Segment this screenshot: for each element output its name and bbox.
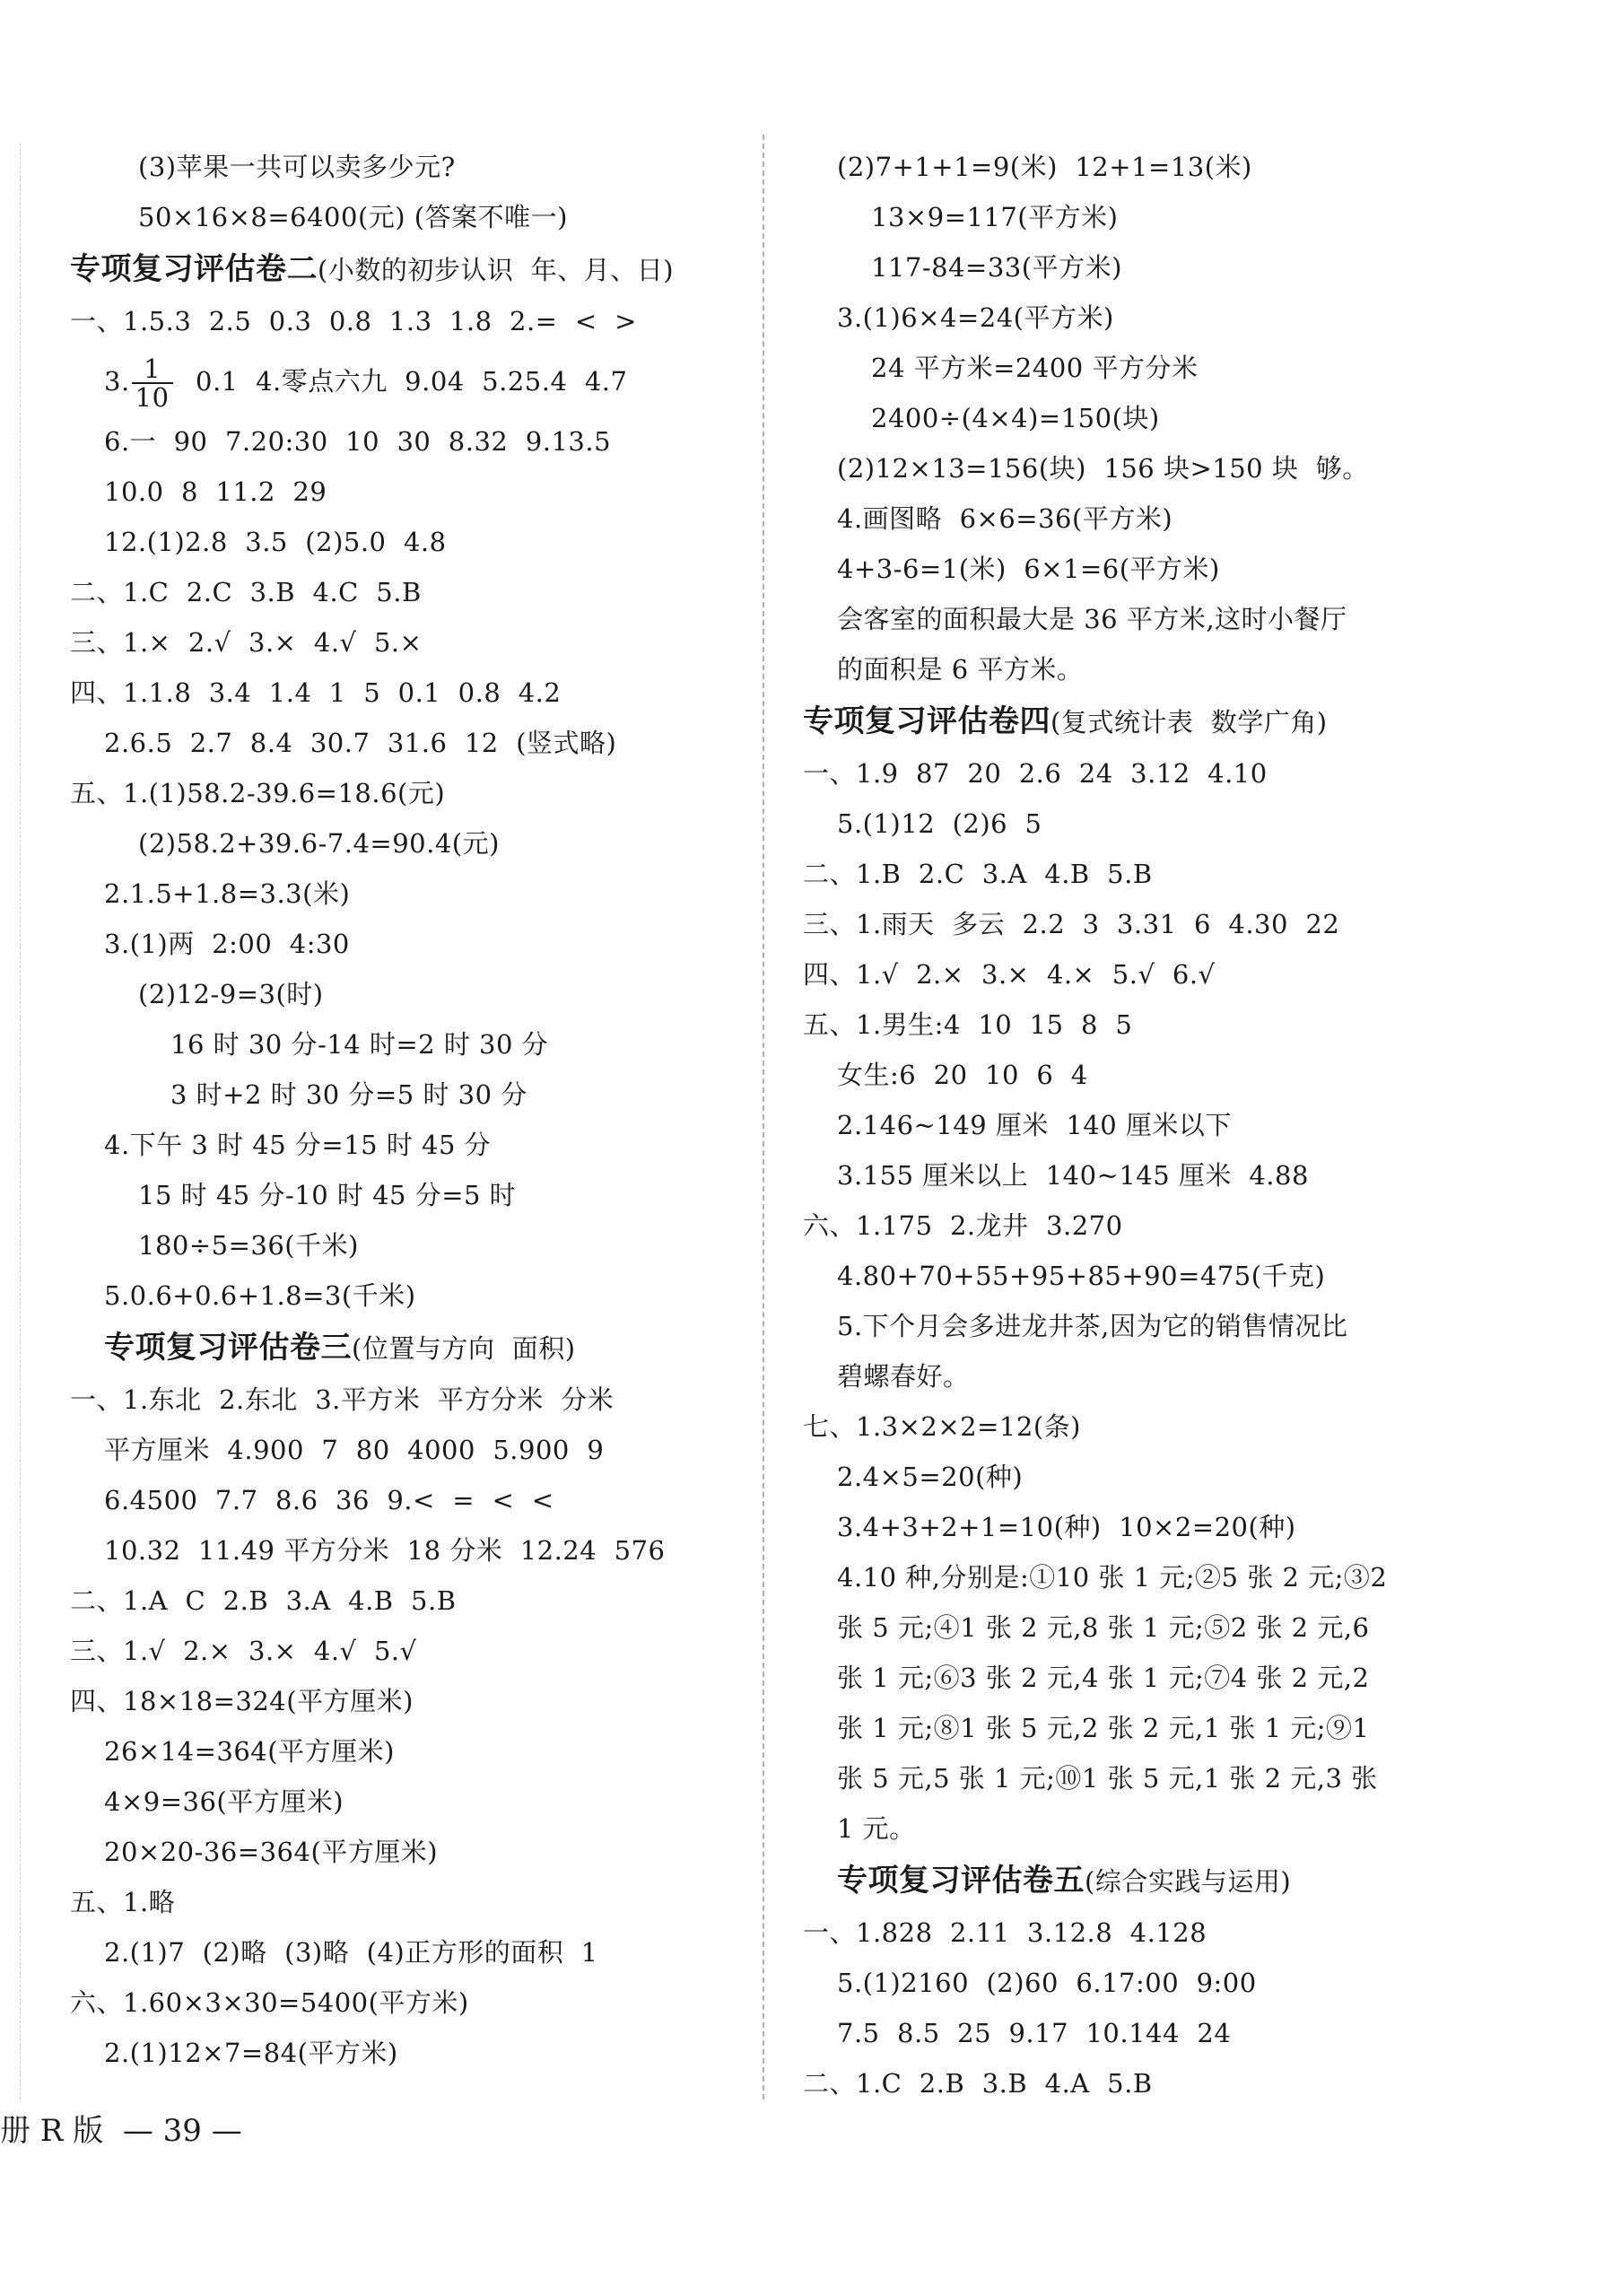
answer-line: 3.4+3+2+1=10(种) 10×2=20(种) <box>837 1512 1296 1542</box>
answer-line: 三、1.雨天 多云 2.2 3 3.31 6 4.30 22 <box>803 909 1340 939</box>
answer-line: 四、1.√ 2.× 3.× 4.× 5.√ 6.√ <box>803 959 1216 990</box>
answer-line: 五、1.男生:4 10 15 8 5 <box>803 1009 1133 1040</box>
answer-line: 13×9=117(平方米) <box>871 202 1119 232</box>
answer-line: 张 1 元;⑥3 张 2 元,4 张 1 元;⑦4 张 2 元,2 <box>837 1663 1370 1693</box>
answer-line: 会客室的面积最大是 36 平方米,这时小餐厅 <box>837 604 1347 634</box>
fraction-denominator: 10 <box>135 382 170 413</box>
answer-line: 4+3-6=1(米) 6×1=6(平方米) <box>837 554 1220 584</box>
answer-line: 2.(1)12×7=84(平方米) <box>104 2038 398 2068</box>
section-title: 专项复习评估卷五 <box>837 1863 1085 1899</box>
answer-line: 10.32 11.49 平方分米 18 分米 12.24 576 <box>104 1535 666 1566</box>
answer-line: 2.6.5 2.7 8.4 30.7 31.6 12 (竖式略) <box>104 728 617 758</box>
section-subtitle: (综合实践与运用) <box>1085 1866 1292 1897</box>
section-heading-4 <box>803 694 1521 748</box>
answer-line: 117-84=33(平方米) <box>871 252 1122 283</box>
answer-line: 5.下个月会多进龙井茶,因为它的销售情况比 <box>837 1311 1348 1341</box>
answer-line: (2)12×13=156(块) 156 块>150 块 够。 <box>837 453 1369 484</box>
answer-line: 四、1.1.8 3.4 1.4 1 5 0.1 0.8 4.2 <box>70 677 562 708</box>
answer-line: 4.10 种,分别是:①10 张 1 元;②5 张 2 元;③2 <box>837 1562 1388 1593</box>
answer-line: 5.0.6+0.6+1.8=3(千米) <box>104 1280 416 1311</box>
section-subtitle: (复式统计表 数学广角) <box>1050 707 1328 738</box>
answer-line: 的面积是 6 平方米。 <box>837 654 1084 685</box>
answer-line: 三、1.√ 2.× 3.× 4.√ 5.√ <box>70 1636 417 1666</box>
answer-line: 180÷5=36(千米) <box>138 1230 359 1261</box>
answer-line: 5.(1)2160 (2)60 6.17:00 9:00 <box>837 1968 1257 1998</box>
answer-line: 1 元。 <box>837 1813 916 1844</box>
answer-line: 50×16×8=6400(元) (答案不唯一) <box>138 202 568 232</box>
answer-line: (2)58.2+39.6-7.4=90.4(元) <box>138 828 500 859</box>
fraction <box>132 355 173 411</box>
section-heading-5 <box>803 1854 1521 1908</box>
answer-line: 3.155 厘米以上 140~145 厘米 4.88 <box>837 1160 1309 1191</box>
answer-line: 六、1.60×3×30=5400(平方米) <box>70 1987 469 2018</box>
answer-line: 6.4500 7.7 8.6 36 9.< = < < <box>104 1485 554 1515</box>
answer-line: 5.(1)12 (2)6 5 <box>837 808 1042 839</box>
answer-line: 平方厘米 4.900 7 80 4000 5.900 9 <box>104 1435 605 1465</box>
answer-line: 4.画图略 6×6=36(平方米) <box>837 503 1173 534</box>
column-divider <box>763 135 764 2100</box>
answer-line: 一、1.5.3 2.5 0.3 0.8 1.3 1.8 2.= < > <box>70 306 637 336</box>
answer-line: 一、1.东北 2.东北 3.平方米 平方分米 分米 <box>70 1384 615 1415</box>
answer-line: 15 时 45 分-10 时 45 分=5 时 <box>138 1180 517 1210</box>
answer-line: 二、1.C 2.B 3.B 4.A 5.B <box>803 2068 1153 2099</box>
answer-line: (2)12-9=3(时) <box>138 979 324 1009</box>
answer-line: 10.0 8 11.2 29 <box>104 476 327 507</box>
answer-line: 4.下午 3 时 45 分=15 时 45 分 <box>104 1130 492 1160</box>
section-title: 专项复习评估卷三 <box>104 1330 352 1366</box>
answer-line: 4×9=36(平方厘米) <box>104 1786 344 1817</box>
answer-line: 五、1.略 <box>70 1887 176 1917</box>
fraction-numerator: 1 <box>132 355 173 384</box>
section-subtitle: (位置与方向 面积) <box>352 1333 576 1364</box>
answer-line: 一、1.828 2.11 3.12.8 4.128 <box>803 1917 1207 1948</box>
binding-edge-line <box>20 144 21 2100</box>
answer-line: 2.(1)7 (2)略 (3)略 (4)正方形的面积 1 <box>104 1937 598 1968</box>
answer-line: 7.5 8.5 25 9.17 10.144 24 <box>837 2018 1232 2048</box>
answer-line: 24 平方米=2400 平方分米 <box>871 353 1199 383</box>
answer-line: 3.(1)两 2:00 4:30 <box>104 929 350 959</box>
answer-line <box>70 346 761 416</box>
answer-text: 3. <box>104 366 130 397</box>
answer-line: 二、1.B 2.C 3.A 4.B 5.B <box>803 859 1153 889</box>
answer-line: 张 1 元;⑧1 张 5 元,2 张 2 元,1 张 1 元;⑨1 <box>837 1713 1370 1743</box>
answer-line: 四、18×18=324(平方厘米) <box>70 1686 414 1716</box>
answer-text: 0.1 4.零点六九 9.04 5.25.4 4.7 <box>178 366 628 397</box>
answer-line: 26×14=364(平方厘米) <box>104 1736 395 1767</box>
section-heading-2 <box>70 242 761 296</box>
answer-line: 4.80+70+55+95+85+90=475(千克) <box>837 1261 1326 1291</box>
answer-line: 碧螺春好。 <box>837 1361 970 1392</box>
section-heading-3 <box>70 1321 761 1375</box>
answer-line: 16 时 30 分-14 时=2 时 30 分 <box>170 1029 549 1060</box>
answer-line: 一、1.9 87 20 2.6 24 3.12 4.10 <box>803 758 1268 789</box>
answer-line: 2.4×5=20(种) <box>837 1462 1024 1492</box>
answer-line: 女生:6 20 10 6 4 <box>837 1060 1088 1090</box>
answer-line: 6.一 90 7.20:30 10 30 8.32 9.13.5 <box>104 426 612 457</box>
left-column <box>70 142 761 2078</box>
answer-line: 二、1.A C 2.B 3.A 4.B 5.B <box>70 1585 457 1616</box>
answer-line: 3 时+2 时 30 分=5 时 30 分 <box>170 1079 527 1110</box>
right-column <box>803 142 1521 2108</box>
answer-line: 2400÷(4×4)=150(块) <box>871 403 1160 433</box>
answer-line: 五、1.(1)58.2-39.6=18.6(元) <box>70 778 446 808</box>
answer-line: 3.(1)6×4=24(平方米) <box>837 302 1114 333</box>
answer-line: 12.(1)2.8 3.5 (2)5.0 4.8 <box>104 527 447 557</box>
answer-line: 张 5 元;④1 张 2 元,8 张 1 元;⑤2 张 2 元,6 <box>837 1612 1370 1643</box>
section-title: 专项复习评估卷四 <box>803 703 1050 739</box>
section-subtitle: (小数的初步认识 年、月、日) <box>318 255 675 285</box>
answer-line: 三、1.× 2.√ 3.× 4.√ 5.× <box>70 627 423 658</box>
answer-line: 2.146~149 厘米 140 厘米以下 <box>837 1110 1232 1140</box>
answer-line: 2.1.5+1.8=3.3(米) <box>104 878 351 909</box>
answer-line: 张 5 元,5 张 1 元;⑩1 张 5 元,1 张 2 元,3 张 <box>837 1763 1378 1794</box>
answer-line: 七、1.3×2×2=12(条) <box>803 1411 1081 1442</box>
section-title: 专项复习评估卷二 <box>70 251 318 287</box>
answer-line: 20×20-36=364(平方厘米) <box>104 1837 439 1867</box>
answer-line: (2)7+1+1=9(米) 12+1=13(米) <box>837 152 1252 182</box>
answer-line: 二、1.C 2.C 3.B 4.C 5.B <box>70 577 422 607</box>
answer-line: 六、1.175 2.龙井 3.270 <box>803 1210 1123 1241</box>
answer-line: (3)苹果一共可以卖多少元? <box>138 152 456 182</box>
page-footer: 册 R 版 — 39 — <box>0 2113 242 2149</box>
